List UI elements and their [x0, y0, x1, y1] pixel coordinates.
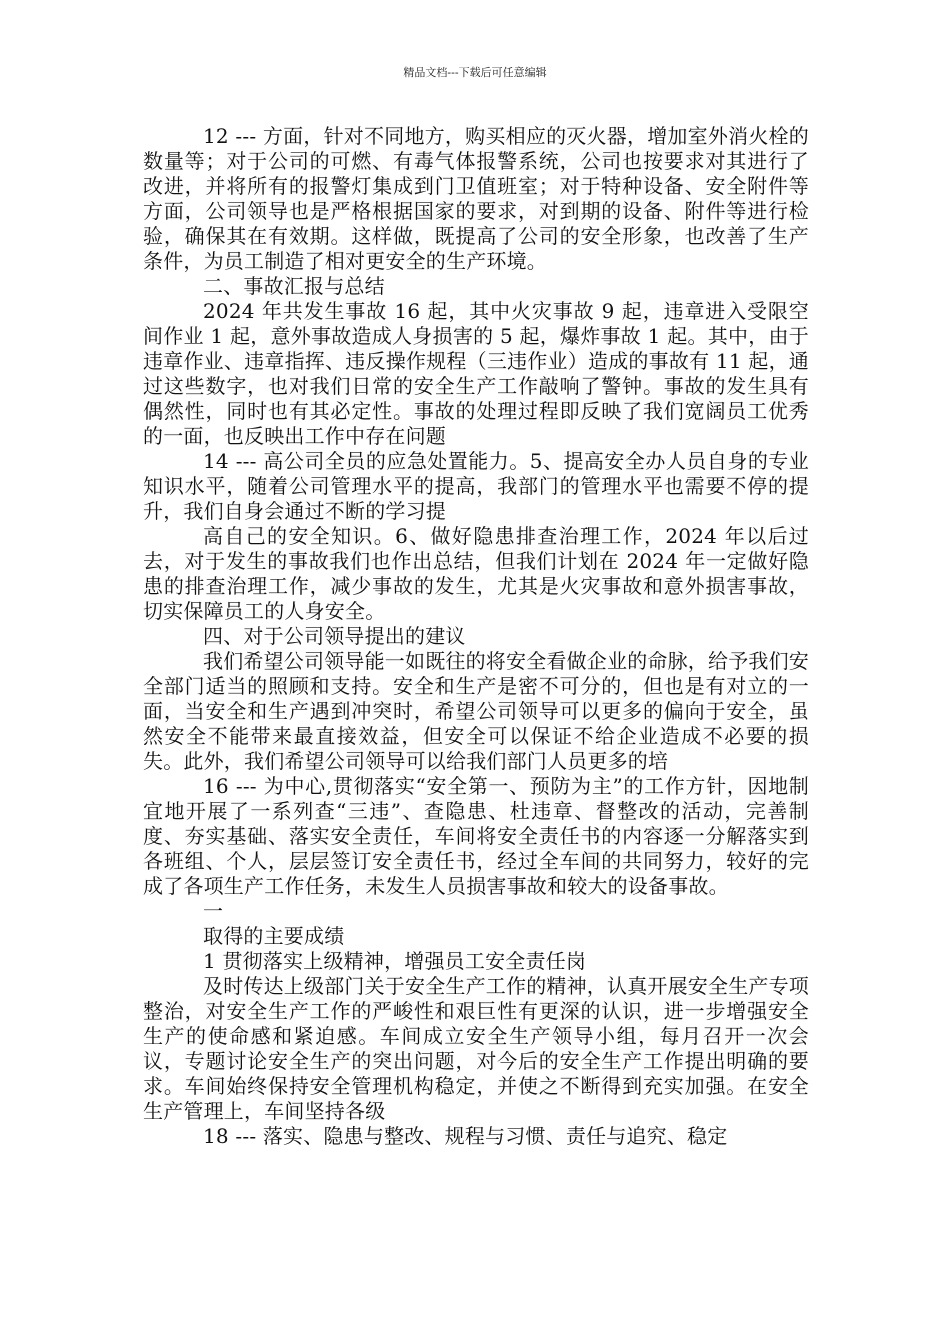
- paragraph: 14 --- 高公司全员的应急处置能力。5、提高安全办人员自身的专业知识水平，随着公司管理水平的提高，我部门的管理水平也需要不停的提升，我们自身会通过不断的学习提: [143, 449, 809, 523]
- paragraph: 及时传达上级部门关于安全生产工作的精神，认真开展安全生产专项整治，对安全生产工作的严峻性和艰巨性有更深的认识，进一步增强安全生产的使命感和紧迫感。车间成立安全生产领导小组，每月召开一次会议，专题讨论安全生产的突出问题，对今后的安全生产工作提出明确的要求。车间始终保持安全管理机构稳定，并使之不断得到充实加强。在安全生产管理上，车间坚持各级: [143, 974, 809, 1123]
- section-heading: 四、对于公司领导提出的建议: [203, 624, 466, 648]
- paragraph: 2024 年共发生事故 16 起，其中火灾事故 9 起，违章进入受限空间作业 1 起，意外事故造成人身损害的 5 起，爆炸事故 1 起。其中，由于违章作业、违章指挥、违反操作规程（三违作业）造成的事故有 11 起，通过这些数字，也对我们日常的安全生产工作敲响了警钟。事故的发生具有偶然性，同时也有其必定性。事故的处理过程即反映了我们宽阔员工优秀的一面，也反映出工作中存在问题: [143, 299, 809, 448]
- paragraph: 16 --- 为中心,贯彻落实“安全第一、预防为主”的工作方针，因地制宜地开展了一系列查“三违”、查隐患、杜违章、督整改的活动，完善制度、夯实基础、落实安全责任，车间将安全责任书的内容逐一分解落实到各班组、个人，层层签订安全责任书，经过全车间的共同努力，较好的完成了各项生产工作任务，未发生人员损害事故和较大的设备事故。: [143, 774, 809, 898]
- paragraph: 高自己的安全知识。6、做好隐患排查治理工作，2024 年以后过去，对于发生的事故我们也作出总结，但我们计划在 2024 年一定做好隐患的排查治理工作，减少事故的发生，尤其是火灾事故和意外损害事故，切实保障员工的人身安全。: [143, 524, 809, 623]
- document-body: [143, 124, 809, 1149]
- paragraph: 18 --- 落实、隐患与整改、规程与习惯、责任与追究、稳定: [203, 1124, 728, 1148]
- paragraph: 我们希望公司领导能一如既往的将安全看做企业的命脉，给予我们安全部门适当的照顾和支持。安全和生产是密不可分的，但也是有对立的一面，当安全和生产遇到冲突时，希望公司领导可以更多的偏向于安全，虽然安全不能带来最直接效益，但安全可以保证不给企业造成不必要的损失。此外，我们希望公司领导可以给我们部门人员更多的培: [143, 649, 809, 773]
- section-heading: 二、事故汇报与总结: [203, 274, 385, 298]
- paragraph: 12 --- 方面，针对不同地方，购买相应的灭火器，增加室外消火栓的数量等；对于公司的可燃、有毒气体报警系统，公司也按要求对其进行了改进，并将所有的报警灯集成到门卫值班室；对于特种设备、安全附件等方面，公司领导也是严格根据国家的要求，对到期的设备、附件等进行检验，确保其在有效期。这样做，既提高了公司的安全形象，也改善了生产条件，为员工制造了相对更安全的生产环境。: [143, 124, 809, 273]
- subsection-heading: 1 贯彻落实上级精神，增强员工安全责任岗: [203, 949, 587, 973]
- page-header: 精品文档---下载后可任意编辑: [403, 66, 547, 79]
- section-number: 一: [203, 899, 224, 923]
- section-heading: 取得的主要成绩: [203, 924, 345, 948]
